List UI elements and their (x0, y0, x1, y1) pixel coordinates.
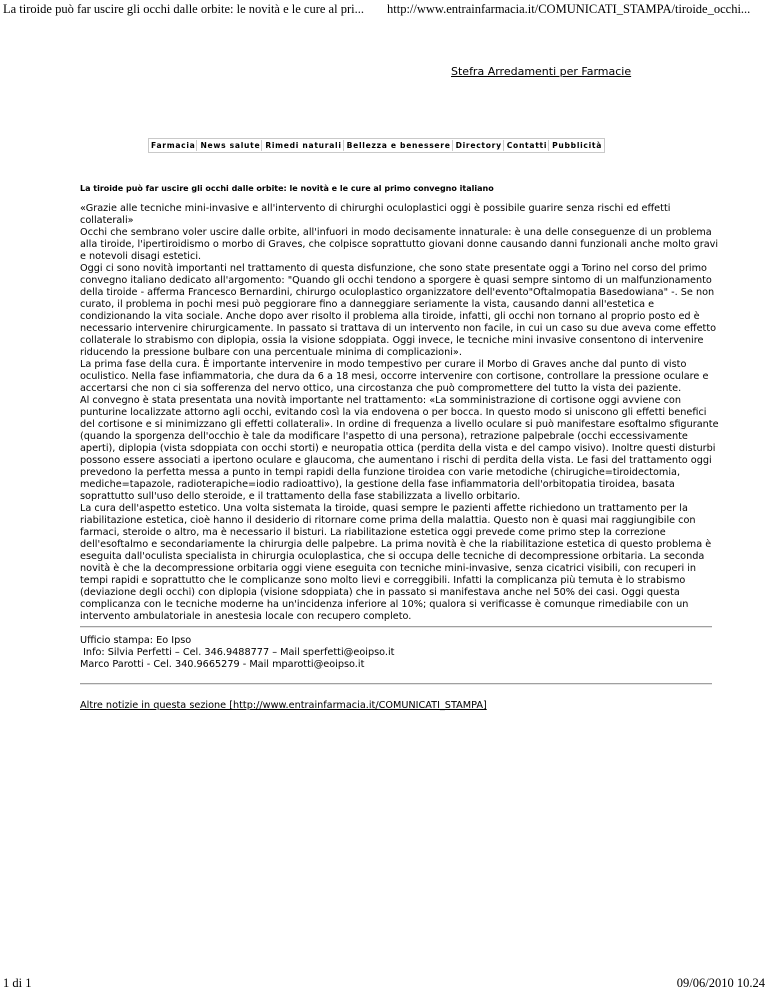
press-office-block (80, 635, 394, 671)
article-title: La tiroide può far uscire gli occhi dalle orbite: le novità e le cure al primo convegno italiano (80, 184, 494, 193)
sponsor-link[interactable]: Stefra Arredamenti per Farmacie (451, 65, 632, 78)
nav-item-bellezza-benessere[interactable]: Bellezza e benessere (346, 141, 451, 150)
nav-item-farmacia[interactable]: Farmacia (151, 141, 196, 150)
print-footer-page-count: 1 di 1 (3, 976, 32, 990)
main-nav (148, 138, 605, 153)
press-office-label: Ufficio stampa: Eo Ipso (80, 635, 192, 646)
print-header-url: http://www.entrainfarmacia.it/COMUNICATI_STAMPA/tiroide_occhi... (387, 2, 751, 16)
article-body: «Grazie alle tecniche mini-invasive e all'intervento di chirurghi oculoplastici oggi è possibile guarire senza rischi ed effetti collaterali» Occhi che sembrano voler uscire dalle orbite, all'infuori in modo decisamente innaturale: è una delle conseguenze di un problema alla tiroide, l'ipertiroidismo o morbo di Graves, che colpisce soprattutto giovani donne causando danni funzionali anche molto gravi e notevoli disagi estetici. Oggi ci sono novità importanti nel trattamento di questa disfunzione, che sono state presentate oggi a Torino nel corso del primo convegno italiano dedicato all'argomento: "Quando gli occhi tendono a sporgere è quasi sempre sintomo di un malfunzionamento della tiroide - afferma Francesco Bernardini, chirurgo oculoplastico organizzatore dell'evento"Oftalmopatia Basedowiana" -. Se non curato, il problema in pochi mesi può peggiorare fino a danneggiare seriamente la vista, causando danni all'estetica e condizionando la vita sociale. Anche dopo aver risolto il problema alla tiroide, infatti, gli occhi non tornano al proprio posto ed è necessario intervenire chirurgicamente. In passato si trattava di un intervento non facile, in cui un caso su due aveva come effetto collaterale lo strabismo con diplopia, ossia la visione sdoppiata. Oggi invece, le tecniche mini invasive consentono di intervenire riducendo la pressione bulbare con una percentuale minima di complicazioni». La prima fase della cura. È importante intervenire in modo tempestivo per curare il Morbo di Graves anche dal punto di visto oculistico. Nella fase infiammatoria, che dura da 6 a 18 mesi, occorre intervenire con cortisone, controllare la pressione oculare e accertarsi che non ci sia sofferenza del nervo ottico, una circostanza che può compromettere del tutto la vista dei paziente. Al convegno è stata presentata una novità importante nel trattamento: «La somministrazione di cortisone oggi avviene con punturine localizzate attorno agli occhi, evitando così la via endovena o per bocca. In questo modo si uniscono gli effetti benefici del cortisone e si minimizzano gli effetti collaterali». In ordine di frequenza a livello oculare si può manifestare esoftalmo sfigurante (quando la sporgenza dell'occhio è tale da modificare l'aspetto di una persona), retrazione palpebrale (occhi eccessivamente aperti), diplopia (vista sdoppiata con occhi storti) e neuropatia ottica (perdita della vista e del campo visivo). Inoltre questi disturbi possono essere associati a ipertono oculare e glaucoma, che aumentano i rischi di perdita della vista. Le fasi del trattamento oggi prevedono la perfetta messa a punto in tempi rapidi della funzione tiroidea con varie metodiche (chirugiche=tiroidectomia, mediche=tapazole, radioterapiche=iodio radioattivo), la gestione della fase infiammatoria dell'orbitopatia tiroidea, basata soprattutto sull'uso dello steroide, e il trattamento della fase stabilizzata a livello orbitario. La cura dell'aspetto estetico. Una volta sistemata la tiroide, quasi sempre le pazienti affette richiedono un trattamento per la riabilitazione estetica, cioè hanno il desiderio di ritornare come prima della malattia. Questo non è quasi mai raggiungibile con farmaci, steroide o altro, ma è necessario il bisturi. La riabilitazione estetica oggi prevede come primo step la correzione dell'esoftalmo e secondariamente la chirurgia delle palpebre. La prima novità è che la riabilitazione estetica di questo problema è eseguita dall'oculista specialista in chirurgia oculoplastica, che si occupa delle tecniche di decompressione orbitaria. La seconda novità è che la decompressione orbitaria oggi viene eseguita con tecniche mini-invasive, senza cicatrici visibili, con recuperi in tempi rapidi e soprattutto che le complicanze sono molto lievi e correggibili. Infatti la complicanza più temuta è lo strabismo (deviazione degli occhi) con diplopia (visione sdoppiata) che in passato si manifestava anche nel 50% dei casi. Oggi questa complicanza con le tecniche moderne ha un'incidenza inferiore al 10%; qualora si verificasse è comunque rimediabile con un intervento ambulatoriale in anestesia locale con recupero completo. (80, 203, 719, 622)
divider-top (80, 626, 712, 628)
nav-item-rimedi-naturali[interactable]: Rimedi naturali (265, 141, 342, 150)
nav-item-contatti[interactable]: Contatti (506, 141, 548, 150)
more-news-link[interactable]: Altre notizie in questa sezione [http://www.entrainfarmacia.it/COMUNICATI_STAMPA] (80, 700, 487, 711)
print-footer-datetime: 09/06/2010 10.24 (676, 976, 765, 990)
press-contact-marco: Marco Parotti - Cel. 340.9665279 - Mail mparotti@eoipso.it (80, 659, 365, 670)
press-contact-silvia: Info: Silvia Perfetti – Cel. 346.9488777 – Mail sperfetti@eoipso.it (80, 647, 395, 658)
nav-item-pubblicita[interactable]: Pubblicità (552, 141, 603, 150)
print-header-title: La tiroide può far uscire gli occhi dalle orbite: le novità e le cure al pri... (3, 2, 364, 16)
divider-bottom (80, 683, 712, 685)
nav-item-news-salute[interactable]: News salute (200, 141, 261, 150)
nav-item-directory[interactable]: Directory (455, 141, 502, 150)
